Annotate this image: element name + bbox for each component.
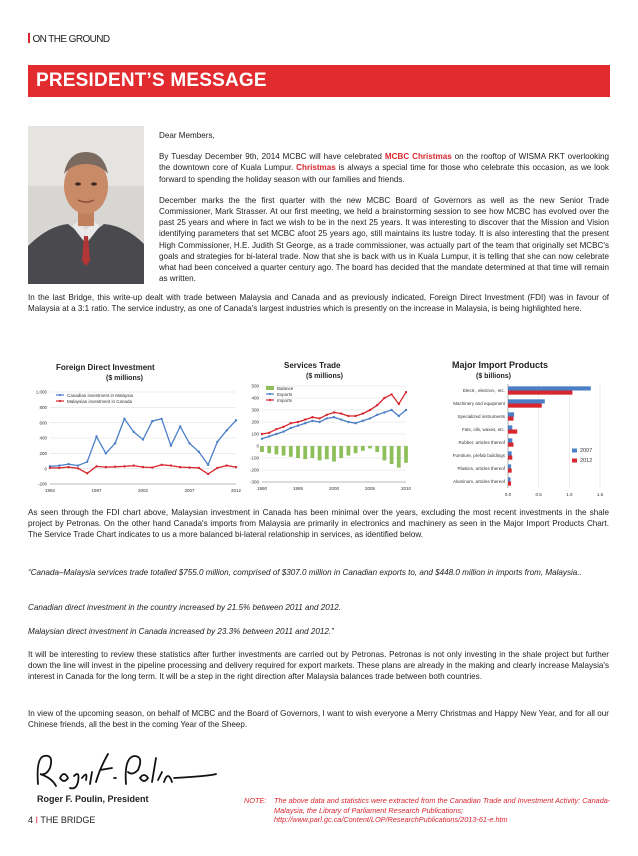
data-point [58, 464, 60, 466]
balance-bar [375, 446, 379, 452]
data-point [198, 467, 200, 469]
legend-label: Balance [277, 386, 294, 391]
data-point [198, 451, 200, 453]
y-tick-label: -100 [249, 455, 259, 461]
data-point [268, 435, 270, 437]
data-point [142, 466, 144, 468]
data-point [105, 452, 107, 454]
data-point [326, 417, 328, 419]
paragraph-6: In view of the upcoming season, on behalf of MCBC and the Board of Governors, I want to wish everyone a Merry Christmas and Happy New Year, and for all our Chinese friends, all the best in the coming Year of the Sheep. [28, 709, 609, 730]
data-point [114, 442, 116, 444]
data-point [326, 414, 328, 416]
import-bar [508, 456, 512, 460]
data-point [261, 433, 263, 435]
import-chart-title: Major Import Products [452, 360, 549, 370]
data-point [340, 412, 342, 414]
x-tick-label: 0.5 [535, 492, 542, 497]
legend-swatch [572, 459, 577, 463]
balance-bar [332, 446, 336, 462]
category-label: Fats, oils, waxes, etc. [461, 427, 505, 433]
data-point [235, 419, 237, 421]
import-bar [508, 404, 542, 408]
category-label: Specialized instruments [457, 414, 505, 420]
data-point [282, 430, 284, 432]
x-tick-label: 1995 [292, 486, 304, 491]
import-bar [508, 464, 511, 468]
data-point [133, 431, 135, 433]
data-point [133, 464, 135, 466]
x-tick-label: 2005 [364, 486, 376, 491]
import-bar [508, 386, 591, 390]
data-point [49, 467, 51, 469]
data-point [105, 466, 107, 468]
y-tick-label: 200 [251, 419, 259, 425]
import-bar [508, 469, 512, 473]
balance-bar [347, 446, 351, 456]
data-point [354, 422, 356, 424]
data-point [297, 421, 299, 423]
balance-bar [260, 446, 264, 452]
balance-bar [404, 446, 408, 463]
legend-swatch [572, 449, 577, 453]
data-point [179, 425, 181, 427]
signature-name: Roger F. Poulin, President [37, 794, 149, 804]
data-point [347, 415, 349, 417]
y-tick-label: 500 [251, 383, 259, 389]
data-point [311, 416, 313, 418]
import-bar [508, 391, 572, 395]
data-point [188, 466, 190, 468]
note-label: NOTE: [244, 796, 267, 805]
legend-label: Malaysian investment in Canada [67, 399, 133, 404]
paragraph-1: By Tuesday December 9th, 2014 MCBC will have celebrated MCBC Christmas on the rooftop of WISMA RKT overlooking the downtown core of Kuala Lumpur. Christmas is always a special time for those who celebrate this occasion, as we look forward to spending the holiday season with our families and friends. [159, 152, 610, 184]
page-footer [28, 815, 95, 825]
data-point [151, 420, 153, 422]
paragraph-3: In the last Bridge, this write-up dealt with trade between Malaysia and Canada and as previously indicated, Foreign Direct Investment (FDI) was in favour of Malaysia at a 3:1 ratio. The service industry, as one of Canada's largest industries which is presently on the increase in Malaysia, is being highlighted here. [28, 293, 609, 314]
data-point [235, 466, 237, 468]
highlight-christmas: Christmas [296, 163, 336, 173]
balance-bar [339, 446, 343, 458]
balance-bar [325, 446, 329, 459]
data-point [383, 397, 385, 399]
data-point [347, 421, 349, 423]
x-tick-label: 2012 [230, 488, 242, 493]
data-point [376, 414, 378, 416]
y-tick-label: -200 [249, 467, 259, 473]
data-point [226, 464, 228, 466]
import-bar [508, 425, 512, 429]
x-tick-label: 1990 [256, 486, 268, 491]
data-point [369, 417, 371, 419]
data-point [77, 467, 79, 469]
data-point [405, 391, 407, 393]
balance-bar [354, 446, 358, 453]
data-point [151, 466, 153, 468]
category-label: Machinery and equipment [453, 401, 505, 407]
data-point [362, 412, 364, 414]
import-chart-subtitle: ($ billions) [476, 373, 511, 380]
data-point [188, 442, 190, 444]
balance-bar [289, 446, 293, 457]
legend-swatch [266, 386, 274, 390]
data-point [369, 409, 371, 411]
footer-separator: I [35, 815, 39, 825]
data-point [160, 464, 162, 466]
y-tick-label: 600 [39, 420, 47, 426]
services-trade-chart [248, 356, 412, 494]
y-tick-label: 0 [256, 443, 259, 449]
paragraph-2: December marks the the first quarter with the new MCBC Board of Governors as well as the new Senior Trade Commissioner, Mark Strasser. At our first meeting, we held a brainstorming session to see how MCBC has evolved over the past 25 years and where in fact we wish to be in the next 25 years. It was interesting to discover that the Mission and Vision identifying parameters that set MCBC afoot 25 years ago, still maintains its lustre today. It is also interesting that the present High Commissioner, H.E. Judith St George, as a trade commissioner, was actually part of the team that originally set MCBC's goals and strategies for bi-lateral trade. Now that she is back with us in Kuala Lumpur, it is telling that she can now celebrate what had been conceived a quarter century ago. The board has decided that the mandate determined at that time will remain as written. [159, 195, 609, 284]
balance-bar [303, 446, 307, 459]
import-bar [508, 438, 512, 442]
data-point [207, 464, 209, 466]
data-point [67, 466, 69, 468]
x-tick-label: 2007 [184, 488, 195, 493]
y-tick-label: 200 [39, 450, 47, 456]
category-label: Plastics, articles thereof [457, 466, 505, 472]
president-photo [28, 126, 144, 284]
data-point [114, 466, 116, 468]
y-tick-label: 400 [39, 435, 47, 441]
category-label: Rubber, articles thereof [458, 440, 505, 446]
y-tick-label: 100 [251, 431, 259, 437]
y-tick-label: -200 [37, 481, 47, 487]
data-point [77, 464, 79, 466]
import-bar [508, 399, 545, 403]
services-chart-subtitle: ($ millions) [306, 373, 343, 380]
x-tick-label: 2000 [328, 486, 340, 491]
balance-bar [361, 446, 365, 451]
data-point [95, 435, 97, 437]
data-point [340, 418, 342, 420]
data-point [86, 461, 88, 463]
import-bar [508, 477, 510, 481]
legend-marker [269, 393, 271, 395]
balance-bar [282, 446, 286, 456]
x-tick-label: 1.0 [566, 492, 573, 497]
import-bar [508, 443, 514, 447]
source-note [244, 796, 614, 825]
data-point [311, 420, 313, 422]
x-tick-label: 0.0 [504, 492, 512, 497]
balance-bar [368, 446, 372, 448]
fdi-chart-title: Foreign Direct Investment [56, 363, 155, 372]
data-point [362, 420, 364, 422]
data-point [160, 418, 162, 420]
publication-name: THE BRIDGE [40, 815, 96, 825]
paragraph-4: As seen through the FDI chart above, Malaysian investment in Canada has been minimal over the years, excluding the most recent investments in the shale project by Petronas. On the other hand Canada's imports from Malaysia are primarily in electronics and machinery as seen in the Major Import Products Chart. The Service Trade Chart indicates to us a more balanced bi-lateral relationship in services, as identified below. [28, 508, 609, 540]
import-bar [508, 482, 511, 486]
handwritten-signature [30, 748, 220, 792]
highlight-mcbc-christmas: MCBC Christmas [384, 152, 452, 162]
y-tick-label: 0 [44, 466, 47, 472]
y-tick-label: 300 [251, 407, 259, 413]
letter-intro [159, 130, 609, 284]
data-point [226, 429, 228, 431]
data-point [95, 465, 97, 467]
import-bar [508, 417, 514, 421]
balance-bar [311, 446, 315, 458]
data-point [390, 393, 392, 395]
legend-marker [59, 400, 61, 402]
salutation: Dear Members, [159, 131, 215, 140]
legend-marker [59, 394, 61, 396]
data-point [290, 427, 292, 429]
balance-bar [275, 446, 279, 454]
data-point [67, 463, 69, 465]
section-label [28, 33, 110, 45]
legend-label: 2012 [580, 458, 593, 464]
legend-label: 2007 [580, 448, 593, 454]
note-text: The above data and statistics were extracted from the Canadian Trade and Investment Activity: Canada-Malaysia, the Library of Parliament Research Publications; http://www.parl.gc.ca/Content/LOP/ResearchPublications/2013-61-e.htm [274, 796, 611, 825]
data-point [275, 428, 277, 430]
balance-bar [383, 446, 387, 460]
category-label: Electr., electron., etc. [462, 388, 505, 394]
y-tick-label: 1,000 [35, 389, 47, 395]
data-point [170, 464, 172, 466]
quote-2: Canadian direct investment in the country increased by 21.5% between 2011 and 2012. [28, 603, 342, 612]
page-number: 4 [28, 815, 34, 825]
data-point [304, 418, 306, 420]
y-tick-label: 800 [39, 404, 47, 410]
data-point [170, 444, 172, 446]
x-tick-label: 1997 [91, 488, 102, 493]
import-bar [508, 451, 512, 455]
data-point [123, 418, 125, 420]
data-point [390, 409, 392, 411]
data-point [58, 467, 60, 469]
import-products-chart [412, 356, 612, 506]
section-label-text: ON THE GROUND [32, 34, 110, 45]
data-point [86, 472, 88, 474]
balance-bar [318, 446, 322, 460]
data-point [261, 438, 263, 440]
data-point [405, 409, 407, 411]
services-chart-title: Services Trade [284, 361, 341, 370]
data-point [216, 441, 218, 443]
quote-1: “Canada–Malaysia services trade totalled $755.0 million, comprised of $307.0 million in Canadian exports to, and $448.0 million in imports from, Malaysia.. [28, 568, 582, 577]
data-point [398, 403, 400, 405]
data-point [304, 422, 306, 424]
fdi-chart [28, 356, 240, 494]
x-tick-label: 1992 [44, 488, 56, 493]
legend-label: Imports [277, 398, 293, 403]
data-point [383, 411, 385, 413]
quote-3: Malaysian direct investment in Canada increased by 23.3% between 2011 and 2012.” [28, 627, 334, 636]
legend-marker [269, 399, 271, 401]
data-point [333, 411, 335, 413]
y-tick-label: -300 [249, 479, 259, 485]
data-point [275, 433, 277, 435]
y-tick-label: 400 [251, 395, 259, 401]
data-point [282, 426, 284, 428]
data-point [216, 467, 218, 469]
category-label: Aluminum, articles thereof [452, 479, 505, 485]
data-point [207, 473, 209, 475]
data-point [142, 438, 144, 440]
data-point [333, 416, 335, 418]
legend-label: Canadian investment in Malaysia [67, 393, 134, 398]
import-bar [508, 412, 514, 416]
balance-bar [267, 446, 271, 453]
data-point [297, 424, 299, 426]
x-tick-label: 1.5 [596, 492, 604, 497]
import-bar [508, 430, 517, 434]
balance-bar [390, 446, 394, 464]
data-point [318, 421, 320, 423]
data-point [123, 465, 125, 467]
paragraph-5: It will be interesting to review these statistics after further investments are carried out by Petronas. Petronas is not only investing in the shale project but further down the line will invest in the pipeline processing and delivery required for export markets. These plans are already in the making and clearly increase Malaysia's interest in Canada for the long term. It will be a step in the right direction after Malaysia balances trade between both countries. [28, 650, 609, 682]
balance-bar [397, 446, 401, 468]
x-tick-label: 2010 [400, 486, 412, 491]
data-point [398, 415, 400, 417]
data-point [179, 466, 181, 468]
data-point [354, 415, 356, 417]
data-point [268, 432, 270, 434]
fdi-chart-subtitle: ($ millions) [106, 375, 143, 382]
legend-label: Exports [277, 392, 293, 397]
x-tick-label: 2002 [137, 488, 149, 493]
page-title: PRESIDENT’S MESSAGE [28, 65, 610, 97]
category-label: Furniture, prefab buildings [452, 453, 505, 459]
data-point [290, 422, 292, 424]
data-point [376, 404, 378, 406]
data-point [318, 417, 320, 419]
balance-bar [296, 446, 300, 458]
section-bar [28, 33, 30, 43]
